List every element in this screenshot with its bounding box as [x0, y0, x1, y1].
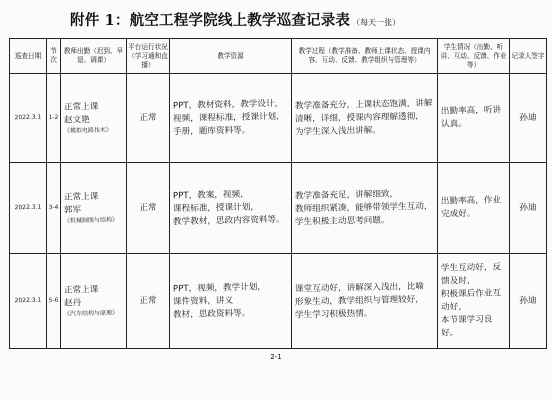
students-line: 出勤率高，听讲认真。 — [440, 105, 502, 130]
platform-cell — [127, 74, 170, 163]
resources-cell — [170, 163, 292, 254]
resources-cell — [170, 254, 292, 349]
process-line: 教学准备充分，上课状态饱满，讲解 — [294, 98, 433, 111]
section-text: 1-2 — [48, 113, 59, 122]
process-line: 学生学习积极热情。 — [294, 308, 373, 320]
recorder-cell — [510, 74, 547, 163]
header-teacher-attendance: 教师出勤（迟到、早退、调课） — [61, 39, 127, 74]
process-cell — [292, 163, 438, 254]
date-cell — [10, 74, 47, 163]
resources-line: PPT，教案，视频， — [172, 189, 249, 201]
platform-text: 正常 — [139, 202, 157, 213]
platform-cell — [127, 163, 170, 254]
teacher-cell — [61, 163, 127, 254]
title-main: 附件 1：航空工程学院线上教学巡查记录表 — [70, 12, 351, 29]
table-row — [10, 163, 547, 254]
students-cell — [438, 254, 510, 349]
date-text: 2022.3.1 — [14, 296, 42, 305]
process-line: 形象生动，教学组织与管理较好， — [294, 294, 425, 307]
date-cell — [10, 163, 47, 254]
recorder-signature-text: 孙迪 — [519, 202, 537, 213]
recorder-cell — [510, 163, 547, 254]
platform-cell — [127, 254, 170, 349]
date-cell — [10, 254, 47, 349]
teacher-name-text: 郭军 — [63, 205, 82, 216]
teacher-cell — [61, 254, 127, 349]
teacher-attendance-text: 正常上课 — [63, 191, 99, 203]
teacher-name-text: 赵丹 — [63, 298, 82, 309]
section-text: 3-4 — [48, 203, 59, 212]
header-platform-status: 平台运行状况（学习通和直播） — [127, 39, 170, 74]
recorder-signature-text: 孙迪 — [519, 112, 537, 123]
course-name-text: 《机械制图与结构》 — [63, 216, 119, 225]
teacher-cell — [61, 74, 127, 163]
date-text: 2022.3.1 — [14, 113, 42, 122]
resources-line: 教材，思政资料等。 — [172, 308, 251, 320]
header-teaching-process: 教学过程（教学准备、教师上课状态、授课内容、互动、反馈、教学组织与管理等） — [292, 39, 438, 74]
process-line: 课堂互动好，讲解深入浅出，比喻 — [294, 281, 425, 294]
process-line: 学生积极主动思考问题。 — [294, 214, 390, 227]
process-cell — [292, 74, 438, 163]
header-row — [10, 39, 547, 74]
process-line: 清晰，详细，授课内容理解透彻， — [294, 111, 425, 124]
header-student-status: 学生情况（出勤、听讲、互动、反馈、作业等） — [438, 39, 510, 74]
page-number: 2-1 — [270, 353, 282, 361]
process-cell — [292, 254, 438, 349]
header-date: 巡查日期 — [10, 39, 47, 74]
title-subtitle: （每天一张） — [352, 18, 401, 27]
table-row — [10, 254, 547, 349]
date-text: 2022.3.1 — [14, 203, 42, 212]
resources-line: PPT，视频，教学计划， — [172, 281, 267, 294]
resources-line: 手册，题库资料等。 — [172, 125, 251, 137]
section-cell — [47, 163, 61, 254]
resources-line: PPT，教材资料，教学设计， — [172, 98, 284, 111]
students-line: 出勤率高，作业完成好。 — [440, 195, 502, 220]
resources-line: 视频，课程标准，授课计划， — [172, 111, 285, 124]
teacher-attendance-text: 正常上课 — [63, 101, 99, 113]
course-name-text: 《模拟电路技术》 — [63, 126, 113, 135]
teacher-name-text: 赵文艳 — [63, 115, 90, 126]
process-line: 教学准备充足，讲解细致， — [294, 188, 399, 201]
header-section: 节次 — [47, 39, 61, 74]
students-line: 本节课学习良好。 — [440, 314, 493, 339]
students-line: 学生互动好，反馈及时， — [440, 262, 502, 287]
inspection-table — [9, 38, 547, 349]
process-line: 为学生深入浅出讲解。 — [294, 125, 382, 137]
process-line: 教师组织紧凑，能够带领学生互动， — [294, 201, 433, 214]
students-cell — [438, 163, 510, 254]
course-name-text: 《汽车结构与原理》 — [63, 309, 119, 318]
header-teaching-resources: 教学资源 — [170, 39, 292, 74]
section-cell — [47, 74, 61, 163]
students-cell — [438, 74, 510, 163]
table-row — [10, 74, 547, 163]
recorder-cell — [510, 254, 547, 349]
platform-text: 正常 — [139, 112, 157, 123]
document-title — [70, 9, 500, 31]
resources-line: 课程标准，授课计划， — [172, 201, 260, 214]
header-recorder-signature: 记录人签字 — [510, 39, 547, 74]
resources-line: 课件资料，讲义 — [172, 295, 234, 307]
section-text: 5-6 — [48, 296, 59, 305]
recorder-signature-text: 孙迪 — [519, 295, 537, 306]
students-line: 积极课后作业互动好， — [440, 288, 502, 313]
resources-line: 教学教材，思政内容资料等。 — [172, 214, 285, 227]
platform-text: 正常 — [139, 295, 157, 306]
resources-cell — [170, 74, 292, 163]
section-cell — [47, 254, 61, 349]
teacher-attendance-text: 正常上课 — [63, 284, 99, 296]
